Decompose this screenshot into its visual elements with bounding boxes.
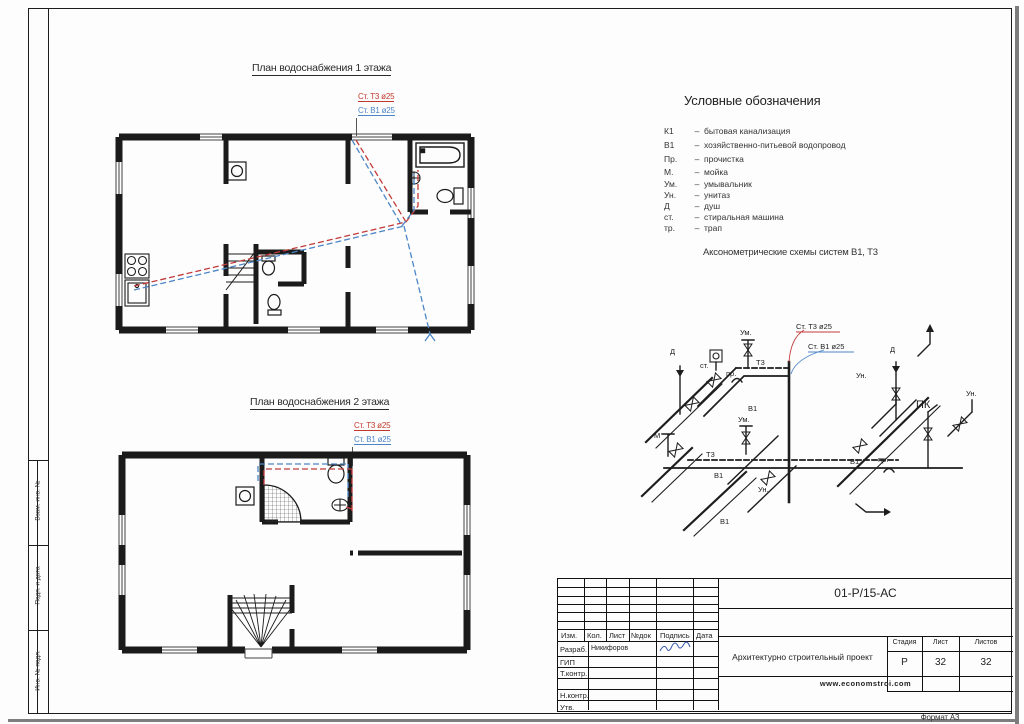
axon-label-t3-upper: Т3 [756, 358, 765, 367]
row-gip: ГИП [560, 658, 575, 667]
legend-abbr: Д [664, 201, 670, 211]
col-ndok: №док [631, 631, 651, 640]
axon-label-cleanout-2: пр. [878, 455, 889, 464]
legend-dash: – [694, 201, 700, 211]
col-izm: Изм. [561, 631, 578, 640]
legend-dash: – [694, 179, 700, 189]
axon-label-v1-right: В1 [850, 457, 860, 466]
stamp-podp-data: Подп. и дата [34, 566, 42, 605]
legend-abbr: В1 [664, 140, 675, 150]
plan1-riser-cold-label: Ст. В1 ø25 [358, 106, 395, 115]
legend-abbr: Пр. [664, 154, 678, 164]
plan1-toilet-bathroom-icon [437, 188, 463, 204]
axon-valves [669, 344, 967, 485]
plan1-title: План водоснабжения 1 этажа [252, 62, 392, 74]
row-nkontr: Н.контр. [560, 691, 589, 700]
row-tkontr: Т.контр. [560, 669, 588, 678]
format-note: Формат А3 [920, 713, 960, 722]
plan1-drain-fork-icon [425, 334, 435, 341]
title-block [557, 578, 1012, 712]
legend-desc: хозяйственно-питьевой водопровод [704, 140, 846, 150]
axon-label-shower-2: Д [890, 345, 896, 354]
plan2-shower-icon [264, 485, 301, 522]
plan2-riser-cold-label: Ст. В1 ø25 [354, 435, 391, 444]
axonometric-scheme [628, 316, 1013, 551]
sheet-value: 32 [934, 657, 947, 668]
legend-desc: унитаз [704, 190, 731, 200]
plan1-toilet-wc1-icon [262, 256, 275, 275]
axon-riser-cold-label: Ст. В1 ø25 [808, 342, 845, 351]
row-razrab: Разраб. [560, 645, 588, 654]
stage-label: Стадия [892, 639, 917, 646]
legend-abbr: ст. [664, 212, 674, 222]
plan2-washing-machine-icon [236, 487, 254, 505]
stamp-inv-podl: Инв. № подл. [34, 650, 42, 691]
row-razrab-name: Никифоров [591, 645, 629, 652]
website-text: www.economstroi.com [819, 679, 912, 688]
legend-desc: стиральная машина [704, 212, 784, 222]
legend-item-m [664, 167, 728, 177]
plan1-interior-walls [226, 137, 471, 330]
legend-dash: – [694, 140, 700, 150]
legend-desc: прочистка [704, 154, 744, 164]
legend-abbr: Ум. [664, 179, 678, 189]
axon-riser-hot-label: Ст. Т3 ø25 [796, 322, 832, 331]
axon-riser-leaders [789, 330, 854, 374]
legend-dash: – [694, 223, 700, 233]
sheets-label: Листов [974, 639, 998, 646]
plan1-stairs [226, 248, 258, 290]
stage-value: Р [901, 657, 908, 668]
plan2-riser-hot-label: Ст. Т3 ø25 [354, 421, 391, 430]
axon-label-pk: ПК [916, 399, 931, 411]
legend-abbr: М. [664, 167, 674, 177]
axon-branches [662, 332, 972, 512]
legend-dash: – [694, 154, 700, 164]
page-bottom-shadow [8, 719, 1019, 722]
axon-label-washbasin-2: Ум. [738, 415, 750, 424]
floor-plan-1 [108, 126, 488, 341]
legend-item-k1 [664, 126, 790, 136]
axon-label-toilet-1: Ун. [758, 485, 769, 494]
legend-abbr: Ун. [664, 190, 677, 200]
col-podpis: Подпись [660, 631, 690, 640]
axon-label-v1-lower: В1 [714, 471, 724, 480]
plan2-title: План водоснабжения 2 этажа [250, 396, 390, 408]
plan1-toilet-wc2-icon [268, 295, 281, 316]
legend-dash: – [694, 212, 700, 222]
axon-label-washbasin-1: Ум. [740, 328, 752, 337]
legend-note: Аксонометрические схемы систем В1, Т3 [703, 247, 878, 258]
floor-plan-2 [112, 445, 477, 675]
plan1-boiler-icon [228, 162, 246, 180]
plan1-hot-pipe [134, 140, 418, 286]
plan1-outer-walls [119, 137, 471, 330]
axon-label-toilet-3: Ун. [966, 389, 977, 398]
legend-desc: умывальник [704, 179, 752, 189]
project-name: Архитектурно строительный проект [732, 652, 873, 662]
axon-label-shower-1: Д [670, 347, 676, 356]
axon-label-v1-bottom: В1 [720, 517, 730, 526]
plan2-toilet-icon [328, 458, 344, 483]
legend-item-v1 [664, 140, 846, 150]
legend-desc: душ [704, 201, 721, 211]
plan1-cold-pipe [134, 140, 435, 341]
col-kol: Кол. [587, 631, 602, 640]
doc-number: 01-Р/15-АС [834, 586, 897, 600]
page-right-shadow [1015, 6, 1019, 724]
axon-label-cleanout-1: пр. [726, 369, 737, 378]
plan1-stove-icon [125, 254, 149, 278]
plan1-bathtub-icon [416, 143, 464, 167]
legend-item-um [664, 179, 752, 189]
legend-abbr: тр. [664, 223, 675, 233]
sheet-label: Лист [932, 639, 949, 646]
legend-dash: – [694, 167, 700, 177]
plan2-stairs [230, 594, 292, 647]
stamp-vzam-inv: Взам. инв. № [34, 480, 42, 521]
legend-dash: – [694, 126, 700, 136]
row-utv: Утв. [560, 703, 575, 712]
legend-item-d [664, 201, 720, 211]
axon-label-washmachine: ст. [700, 361, 709, 370]
col-list: Лист [609, 631, 626, 640]
legend-item-un [664, 190, 730, 200]
legend-item-pr [664, 154, 744, 164]
axon-washing-machine-icon [710, 350, 722, 362]
legend-item-st [664, 212, 784, 222]
axon-label-sink: М [654, 431, 661, 440]
legend-abbr: К1 [664, 126, 674, 136]
col-data: Дата [696, 631, 713, 640]
legend-title: Условные обозначения [684, 93, 821, 108]
frame-inner-left-line [48, 8, 49, 714]
legend-desc: мойка [704, 167, 728, 177]
signature-scribble [658, 641, 692, 655]
plan2-washbasin-icon [332, 499, 348, 511]
legend-desc: трап [704, 223, 722, 233]
axon-label-toilet-2: Ун. [856, 371, 867, 380]
plan1-riser-hot-label: Ст. Т3 ø25 [358, 92, 395, 101]
plan2-interior-walls [230, 455, 462, 650]
legend-desc: бытовая канализация [704, 126, 791, 136]
sheets-value: 32 [980, 657, 992, 668]
axon-label-t3-lower: Т3 [706, 450, 715, 459]
legend-item-tr [664, 223, 722, 233]
legend-dash: – [694, 190, 700, 200]
plan1-windows [116, 134, 474, 333]
axon-label-v1-upper: В1 [748, 404, 758, 413]
